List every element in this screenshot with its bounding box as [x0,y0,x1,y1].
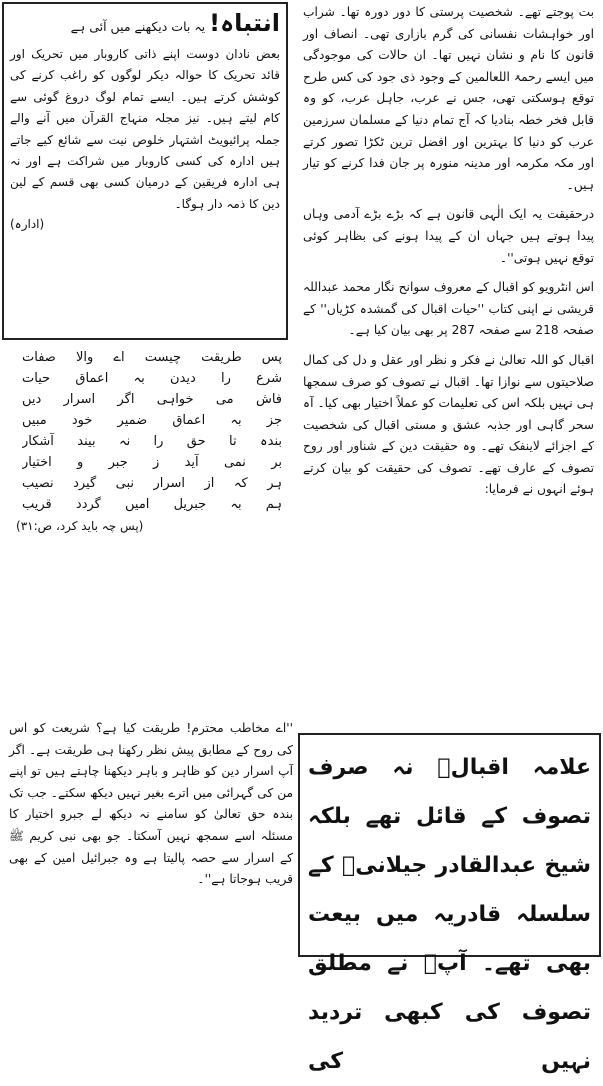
notice-title: انتباہ! [209,9,280,37]
poem-line-8: ہم بہ جبریل امیں گردد قریب [22,497,282,512]
right-paragraph-3: اس انٹرویو کو اقبال کے معروف سوانح نگار محمد عبداللہ قریشی نے اپنی کتاب ''حیات اقبال کی گمشدہ کڑیاں'' کے صفحہ 218 سے صفحہ 287 پر بھی بیان کیا ہے۔ [303,280,594,338]
pull-quote-box [298,733,601,1074]
notice-body: بعض نادان دوست اپنے ذاتی کاروبار میں تحریک اور قائد تحریک کا حوالہ دیکر لوگوں کو راغب کرنے کی کوشش کرتے ہیں۔ ایسے تمام لوگ دروغ گوئی سے کام لیتے ہیں۔ نیز مجلہ منہاج القرآن میں آنے والے جملہ پرائیویٹ اشتہار خلوص نیت سے شائع کیے جاتے ہیں ادارہ کی کسی کاروبار میں شراکت ہے اور نہ ہی ادارہ فریقین کے درمیان کسی بھی قسم کے لین دین کا ذمہ دار ہوگا۔ [10,47,280,211]
poem-line-5: بندہ تا حق را نہ بیند آشکار [22,434,282,449]
pull-quote-text: علامہ اقبالؒ نہ صرف تصوف کے قائل تھے بلکہ شیخ عبدالقادر جیلانیؒ کے سلسلہ قادریہ میں بیعت بھی تھے۔ آپؒ نے مطلق تصوف کی کبھی تردید نہیں کی [308,755,591,1074]
persian-poem [6,347,296,533]
notice-signature: (ادارہ) [10,217,45,232]
right-paragraph-2: درحقیقت یہ ایک الٰہی قانون ہے کہ بڑے بڑے آدمی وہاں پیدا ہوتے ہیں جہاں ان کے پیدا ہونے کی بظاہر کوئی توقع نہیں ہوتی''۔ [303,207,594,265]
notice-box [2,2,288,340]
right-paragraph-1: بت پوجتے تھے۔ شخصیت پرستی کا دور دورہ تھا۔ شراب اور خواہشات نفسانی کی گرم بازاری تھی۔ انصاف اور قانون کا نام و نشان نہیں تھا۔ ان حالات کی موجودگی میں ایسے رحمۃ اللعالمین کے وجود ذی جود کی کس طرح توقع ہوسکتی تھی، جس نے عرب، جاہل عرب، کو وہ قابل فخر خطہ بنادیا کہ آج تمام دنیا کے مسلمان سرزمین عرب کو دنیا کا بہترین اور افضل ترین ٹکڑا تصور کرتے اور مکہ مکرمہ اور مدینہ منورہ پر جان فدا کرنے کو تیار ہیں۔ [303,5,594,192]
poem-line-7: ہر کہ از اسرار نبی گیرد نصیب [22,476,282,491]
poem-reference: (پس چہ باید کرد، ص:۳۱) [16,519,144,533]
right-column [300,0,597,501]
notice-heading [10,8,280,42]
left-paragraph-1: ''اے مخاطب محترم! طریقت کیا ہے؟ شریعت کو اس کی روح کے مطابق پیش نظر رکھنا ہی طریقت ہے۔ اگر آپ اسرار دین کو ظاہر و باہر دیکھنا چاہتے ہیں تو اپنے من کی گہرائی میں اترے بغیر نہیں دیکھ سکتے۔ جب تک بندہ حق تعالیٰ کو سامنے نہ دیکھ لے جبرو اختیار کا مسئلہ اسے سمجھ نہیں آسکتا۔ جو بھی نبی کریم ﷺ کے اسرار سے حصہ پالیتا ہے وہ جبرائیل امین کے بھی قریب ہوجاتا ہے''۔ [9,721,293,887]
right-paragraph-4: اقبال کو اللہ تعالیٰ نے فکر و نظر اور عقل و دل کی کمال صلاحیتوں سے نوازا تھا۔ اقبال نے تصوف کو صرف سمجھا ہی نہیں بلکہ اس کی تعلیمات کو عملاً اختیار بھی کیا۔ آہ سحر گاہی اور جذبہ عشق و مستی اقبال کی شخصیت کے اجزائے لاینفک تھے۔ وہ حقیقت دین کے شناور اور روح تصوف کے عارف تھے۔ تصوف کی حقیقت کو بیان کرتے ہوئے انہوں نے فرمایا: [303,352,594,497]
notice-subtitle: یہ بات دیکھنے میں آئی ہے [70,19,206,34]
poem-line-2: شرع را دیدن بہ اعماق حیات [22,371,282,386]
poem-line-6: بر نمی آید ز جبر و اختیار [22,455,282,470]
poem-line-1: پس طریقت چیست اے والا صفات [22,350,282,365]
left-column-text [6,718,296,891]
poem-line-4: جز بہ اعماق ضمیر خود مبیں [22,413,282,428]
poem-line-3: فاش می خواہی اگر اسرار دیں [22,392,282,407]
